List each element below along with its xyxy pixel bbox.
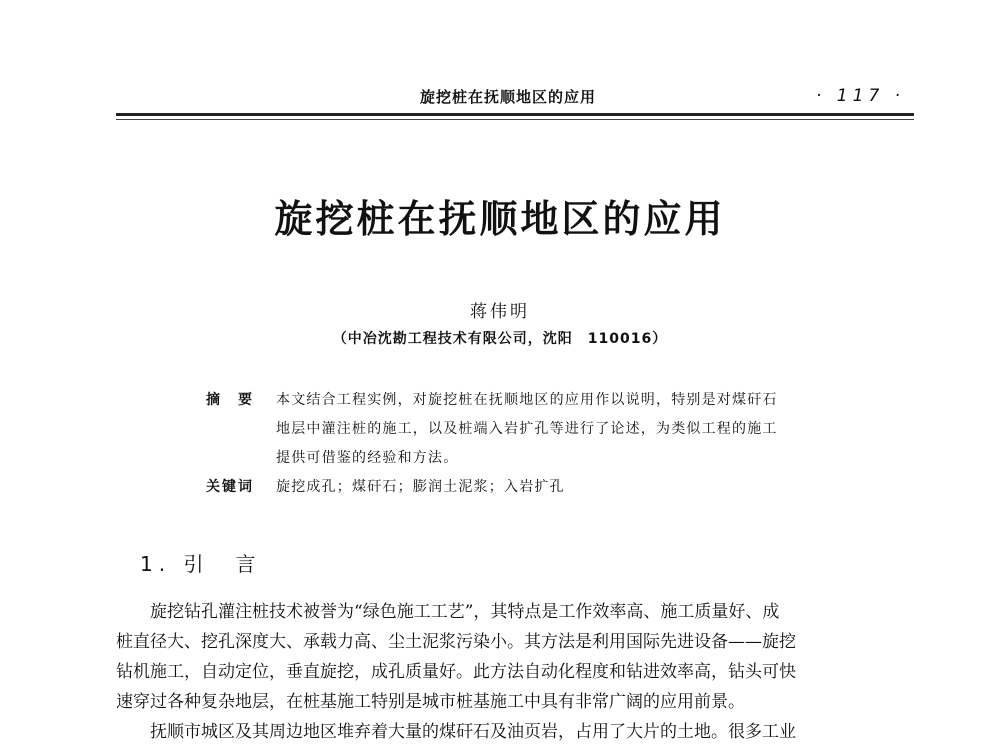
keywords-text: 旋挖成孔；煤矸石；膨润土泥浆；入岩扩孔 <box>276 479 565 495</box>
keywords-label: 关键词 <box>206 479 254 495</box>
body-paragraph-line: 速穿过各种复杂地层，在桩基施工特别是城市桩基施工中具有非常广阔的应用前景。 <box>116 692 745 712</box>
abstract-line: 地层中灌注桩的施工，以及桩端入岩扩孔等进行了论述，为类似工程的施工 <box>276 421 778 437</box>
page-number: · 117 · <box>816 86 906 106</box>
author-name: 蒋伟明 <box>470 302 530 322</box>
paper-title: 旋挖桩在抚顺地区的应用 <box>274 196 726 241</box>
section-heading: 1. 引 言 <box>140 552 262 576</box>
body-paragraph-line: 桩直径大、挖孔深度大、承载力高、尘土泥浆污染小。其方法是利用国际先进设备——旋挖 <box>116 632 796 652</box>
body-paragraph-line: 旋挖钻孔灌注桩技术被誉为“绿色施工工艺”，其特点是工作效率高、施工质量好、成 <box>150 602 780 622</box>
abstract-line: 本文结合工程实例，对旋挖桩在抚顺地区的应用作以说明，特别是对煤矸石 <box>276 392 778 408</box>
body-paragraph-line: 抚顺市城区及其周边地区堆弃着大量的煤矸石及油页岩，占用了大片的土地。很多工业 <box>150 722 796 742</box>
abstract-line: 提供可借鉴的经验和方法。 <box>276 450 459 466</box>
body-paragraph-line: 钻机施工，自动定位，垂直旋挖，成孔质量好。此方法自动化程度和钻进效率高，钻头可快 <box>116 662 796 682</box>
header-rule-thin <box>116 119 914 120</box>
running-header-title: 旋挖桩在抚顺地区的应用 <box>420 88 597 106</box>
author-affiliation: （中冶沈勘工程技术有限公司，沈阳 110016） <box>332 331 668 347</box>
header-rule-thick <box>116 113 914 116</box>
abstract-label: 摘要 <box>206 392 270 408</box>
